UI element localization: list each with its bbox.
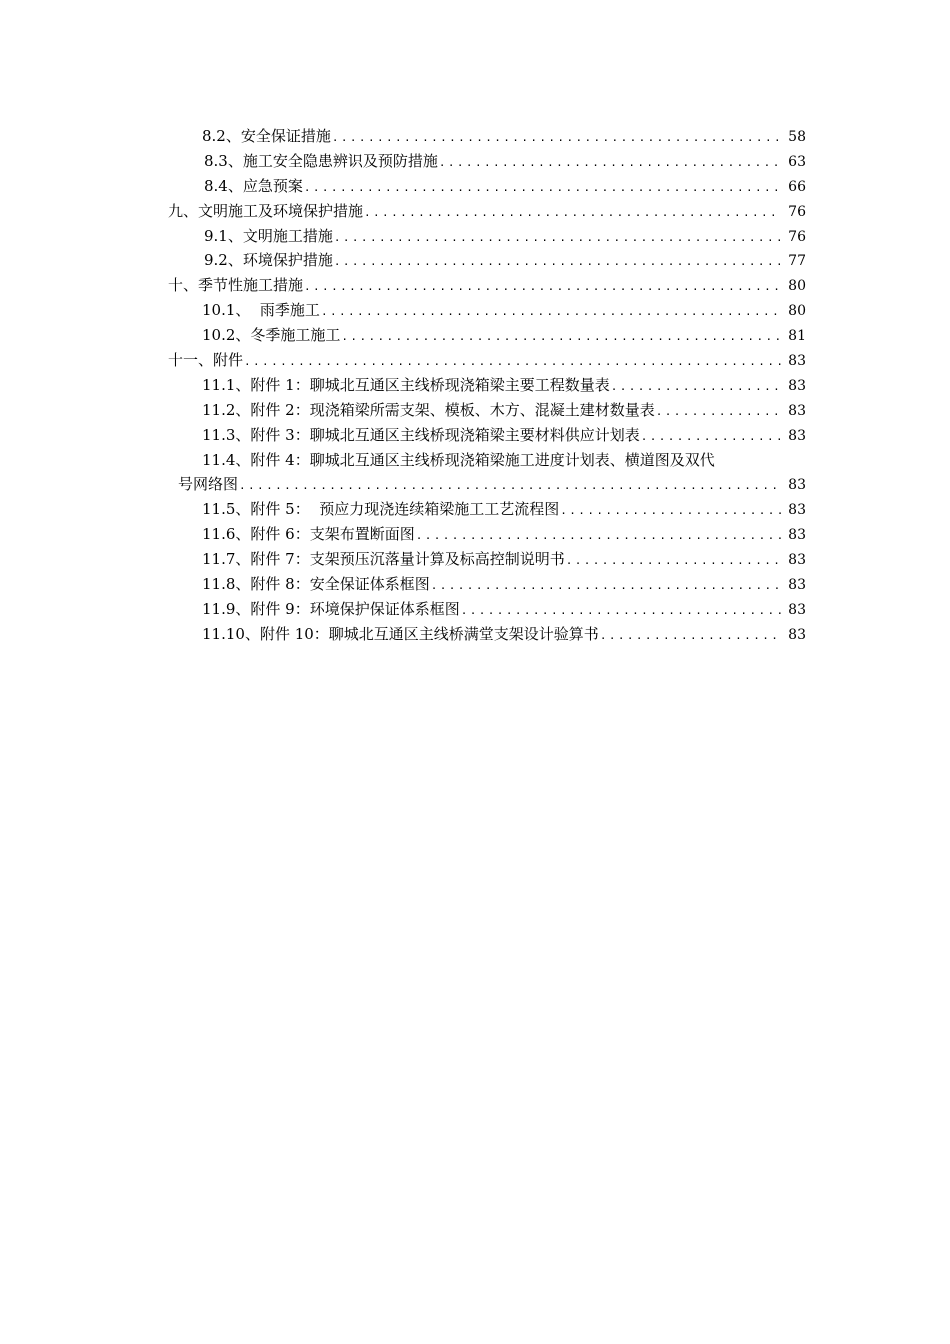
toc-dot-leader: [416, 524, 781, 549]
toc-entry-8-4[interactable]: [168, 174, 806, 199]
toc-entry-11-9[interactable]: [168, 597, 806, 622]
toc-dot-leader: [560, 499, 781, 524]
toc-entry-10-2[interactable]: [168, 323, 806, 348]
toc-entry-11-8[interactable]: [168, 572, 806, 597]
toc-entry-title: 九、文明施工及环境保护措施: [168, 201, 364, 220]
toc-dot-leader: [600, 624, 781, 649]
toc-dot-leader: [321, 300, 781, 325]
toc-dot-leader: [364, 201, 781, 226]
toc-dot-leader: [439, 151, 781, 176]
toc-entry-11-3[interactable]: [168, 423, 806, 448]
toc-entry-title: 9.1、文明施工措施: [204, 226, 333, 245]
toc-entry-11-1[interactable]: [168, 373, 806, 398]
toc-dot-leader: [641, 425, 781, 450]
toc-entry-title: 11.3、附件 3：聊城北互通区主线桥现浇箱梁主要材料供应计划表: [202, 425, 640, 444]
toc-entry-8-3[interactable]: [168, 149, 806, 174]
toc-entry-11-10[interactable]: [168, 622, 806, 647]
toc-dot-leader: [239, 474, 781, 499]
toc-page-number: 83: [788, 477, 806, 494]
toc-page-number: 83: [788, 402, 806, 419]
toc-page-number: 83: [788, 626, 806, 643]
toc-entry-title: 9.2、环境保护措施: [204, 251, 333, 270]
toc-entry-9-2[interactable]: [168, 248, 806, 273]
toc-entry-chapter-10[interactable]: [168, 273, 806, 298]
toc-entry-title: 11.7、附件 7：支架预压沉落量计算及标高控制说明书: [202, 550, 565, 569]
toc-entry-10-1[interactable]: [168, 298, 806, 323]
toc-page-number: 80: [788, 303, 806, 320]
toc-page-number: 83: [788, 527, 806, 544]
toc-dot-leader: [566, 549, 781, 574]
toc-page-number: 80: [788, 278, 806, 295]
toc-entry-11-4-continued[interactable]: [168, 472, 806, 497]
toc-entry-8-2[interactable]: [168, 124, 806, 149]
toc-entry-chapter-9[interactable]: [168, 199, 806, 224]
toc-dot-leader: [341, 325, 781, 350]
toc-entry-title: 8.3、施工安全隐患辨识及预防措施: [204, 151, 438, 170]
toc-entry-title: 11.10、附件 10：聊城北互通区主线桥满堂支架设计验算书: [202, 624, 599, 643]
toc-entry-11-2[interactable]: [168, 398, 806, 423]
toc-dot-leader: [334, 250, 781, 275]
toc-entry-title: 11.6、附件 6：支架布置断面图: [202, 525, 415, 544]
toc-entry-11-7[interactable]: [168, 547, 806, 572]
toc-entry-title: 11.9、附件 9：环境保护保证体系框图: [202, 599, 460, 618]
toc-entry-title: 10.1、 雨季施工: [202, 301, 320, 320]
toc-entry-11-5[interactable]: [168, 497, 806, 522]
toc-page-number: 83: [788, 601, 806, 618]
toc-page-number: 83: [788, 377, 806, 394]
toc-page-number: 83: [788, 427, 806, 444]
toc-entry-title: 11.8、附件 8：安全保证体系框图: [202, 575, 430, 594]
toc-entry-chapter-11[interactable]: [168, 348, 806, 373]
toc-dot-leader: [611, 375, 781, 400]
toc-entry-9-1[interactable]: [168, 224, 806, 249]
toc-page-number: 58: [788, 129, 806, 145]
toc-page-number: 83: [788, 577, 806, 594]
toc-entry-title: 十一、附件: [168, 351, 244, 370]
toc-entry-11-6[interactable]: [168, 522, 806, 547]
toc-page-number: 63: [788, 153, 806, 170]
toc-entry-title: 十、季节性施工措施: [168, 276, 304, 295]
toc-entry-title: 11.2、附件 2：现浇箱梁所需支架、模板、木方、混凝土建材数量表: [202, 400, 655, 419]
toc-entry-title-continued: 号网络图: [178, 475, 239, 494]
toc-page-number: 83: [788, 552, 806, 569]
toc-dot-leader: [431, 574, 781, 599]
toc-entry-title: 11.1、附件 1：聊城北互通区主线桥现浇箱梁主要工程数量表: [202, 375, 610, 394]
toc-dot-leader: [244, 350, 781, 375]
toc-entry-title: 11.4、附件 4：聊城北互通区主线桥现浇箱梁施工进度计划表、横道图及双代: [202, 450, 715, 469]
toc-entry-title: 8.4、应急预案: [204, 176, 303, 195]
toc-dot-leader: [332, 126, 781, 151]
toc-dot-leader: [304, 176, 781, 201]
toc-entry-title: 11.5、附件 5： 预应力现浇连续箱梁施工工艺流程图: [202, 500, 560, 519]
toc-entry-title: 10.2、冬季施工施工: [202, 326, 341, 345]
toc-page-number: 76: [788, 203, 806, 220]
toc-page-number: 81: [788, 328, 806, 345]
toc-entry-11-4[interactable]: [168, 448, 806, 473]
toc-page-number: 83: [788, 353, 806, 370]
toc-page-number: 76: [788, 228, 806, 245]
toc-dot-leader: [304, 275, 781, 300]
toc-dot-leader: [334, 226, 781, 251]
toc-page-number: 83: [788, 502, 806, 519]
toc-dot-leader: [461, 599, 781, 624]
toc-page-number: 66: [788, 178, 806, 195]
toc-entry-title: 8.2、安全保证措施: [202, 127, 331, 145]
toc-dot-leader: [656, 400, 781, 425]
toc-page-number: 77: [788, 253, 806, 270]
table-of-contents: [168, 124, 806, 647]
